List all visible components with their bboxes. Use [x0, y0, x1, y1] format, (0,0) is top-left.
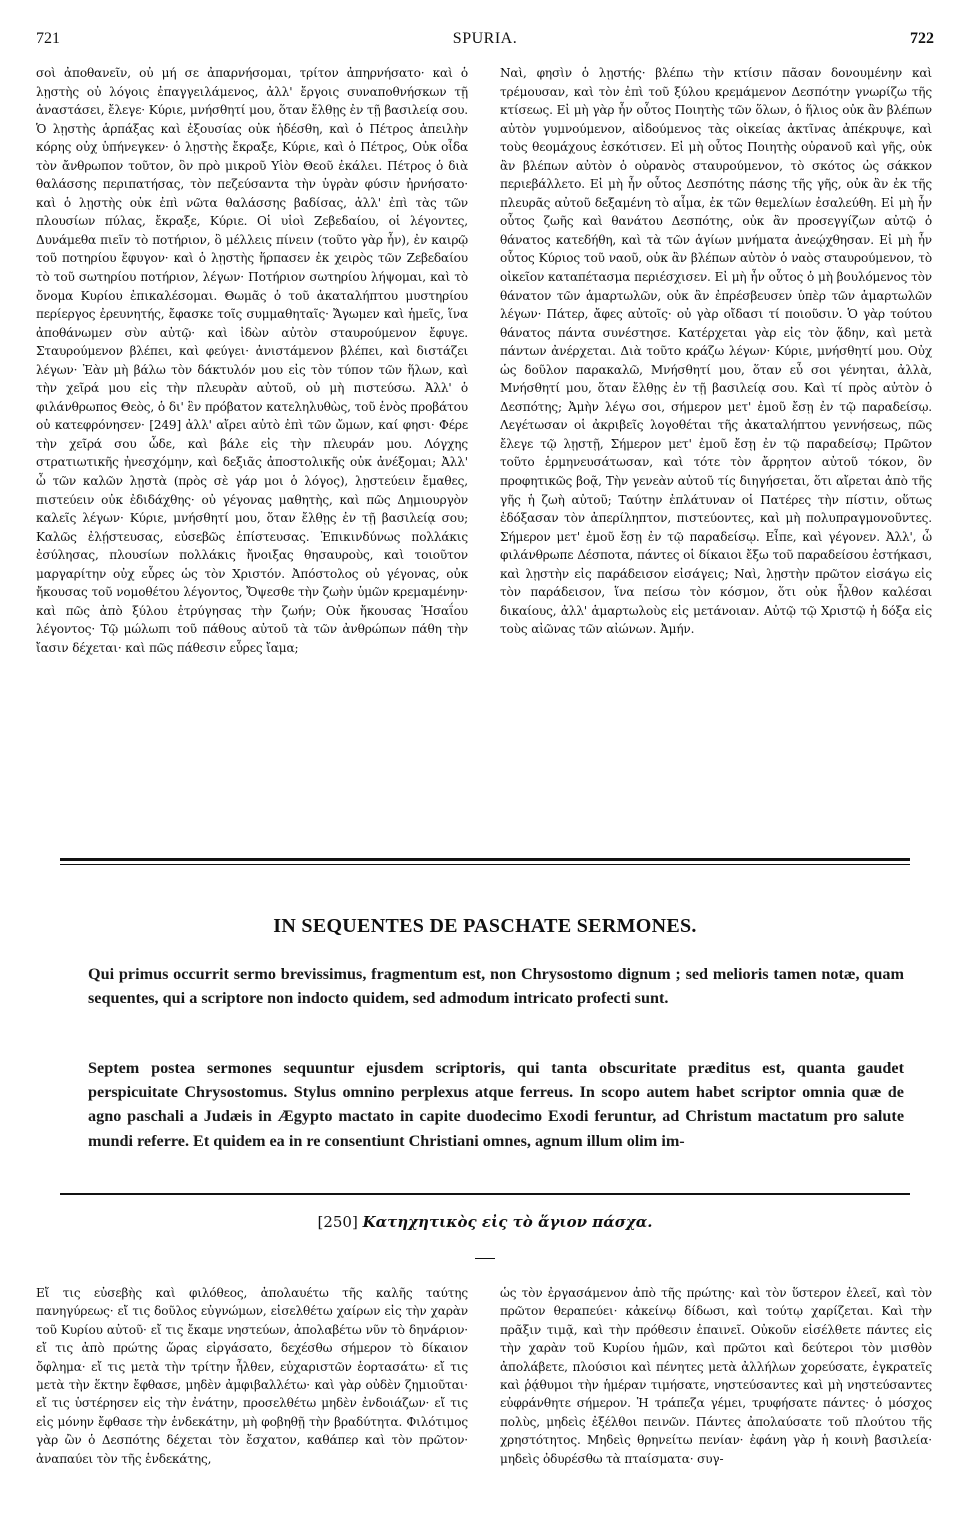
- upper-right-text: Ναὶ, φησὶν ὁ λῃστής· βλέπω τὴν κτίσιν πᾶσαν δονουμένην καὶ τρέμουσαν, καὶ τὸν ἐπὶ τοῦ ξύλου κρεμάμενον Δεσπότην γνωρίζω τῆς κτίσεως. Εἰ μὴ γὰρ ἦν οὗτος Ποιητὴς τῶν ὅλων, ὁ ἥλιος οὐκ ἂν βλέπων αὐτὸν γυμνούμενον, αἰδούμενος τὰς οἰκείας ἀκτῖνας ἀπέκρυψε, καὶ τοὺς θεομάχους ἐσκότισεν. Εἰ μὴ οὗτος Ποιητὴς οὐρανοῦ καὶ γῆς, οὐκ ἂν βλέπων αὐτὸν ὁ οὐρανὸς σταυρούμενον, τὸ σκότος ὡς σάκκον περιεβάλλετο. Εἰ μὴ ἦν οὗτος Δεσπότης πάσης τῆς γῆς, οὐκ ἂν ἐκ τῆς πλευρᾶς αὐτοῦ δεξαμένη τὸ αἷμα, ἐκ τῶν θεμελίων ἐσαλεύθη. Εἰ μὴ ἦν οὗτος ζωῆς καὶ θανάτου Δεσπότης, οὐκ ἂν προσεγγίζων αὐτῷ ὁ θάνατος κατεδήθη, καὶ τὰ τῶν ἁγίων μνήματα ἀνεῴχθησαν. Εἰ μὴ ἦν οὗτος Κύριος τοῦ ναοῦ, οὐκ ἂν βλέπων αὐτὸν ὁ ναὸς σταυρούμενον, τὸ οἰκεῖον καταπέτασμα περιέσχισεν. Εἰ μὴ ἦν οὗτος ὁ μὴ βουλόμενος τὸν θάνατον τῶν ἁμαρτωλῶν, οὐκ ἂν ἐπρέσβευσεν ὑπὲρ τῶν ἁμαρτωλῶν λέγων· Πάτερ, ἄφες αὐτοῖς· οὐ γὰρ οἴδασι τί ποιοῦσιν. Ὁ γὰρ τούτου θάνατος πάντα συνέστησε. Κατέρχεται γὰρ εἰς τὸν ᾅδην, καὶ μετὰ πάντων ἀνέρχεται. Διὰ τοῦτο κράζω λέγων· Κύριε, μνήσθητί μου. Οὐχ ὡς δοῦλον παρακαλῶ, Μνήσθητί μου, ὅταν εὖ σοι γένηται, ἀλλὰ, Μνήσθητί μου, ὅταν ἔλθῃς ἐν τῇ βασιλείᾳ σου. Καὶ τί πρὸς αὐτὸν ὁ Δεσπότης; Ἀμὴν λέγω σοι, σήμερον μετ' ἐμοῦ ἔσῃ ἐν τῷ παραδείσῳ. Λεγέτωσαν οἱ ἀκριβεῖς λογοθέται τῆς ἀκαταλήπτου γεννήσεως, πῶς ἔλεγε τῷ λῃστῇ, Σήμερον μετ' ἐμοῦ ἔσῃ ἐν τῷ παραδείσῳ; Πρῶτον τοῦτο ἑρμηνευσάτωσαν, καὶ τότε τὸν ἄρρητον αὐτοῦ τόκον, ὃν προφητικῶς βοᾷ, Τὴν γενεὰν αὐτοῦ τίς διηγήσεται, ὅτι αἴρεται ἀπὸ τῆς γῆς ἡ ζωὴ αὐτοῦ; Ταύτην ἐπλάτυναν οἱ Πατέρες τὴν πίστιν, οὕτως ἐδόξασαν τὸν ἀπερίληπτον, πιστεύοντες, καὶ μὴ πολυπραγμονοῦντες. Σήμερον μετ' ἐμοῦ ἔσῃ ἐν τῷ παραδείσῳ. Εἶπε, καὶ γέγονεν. Ἀλλ', ὦ φιλάνθρωπε Δέσποτα, πάντες οἱ δίκαιοι ἔξω τοῦ παραδείσου ἑστήκασι, καὶ λῃστὴν εἰς παράδεισον εἰσάγεις; Ναὶ, λῃστὴν πρῶτον εἰσάγω εἰς τὸν παράδεισον, ἵνα πείσω τὸν κόσμον, ὅτι οὐκ ἦλθον καλέσαι δικαίους, ἀλλ' ἁμαρτωλοὺς εἰς μετάνοιαν. Αὐτῷ τῷ Χριστῷ ἡ δόξα εἰς τοὺς αἰῶνας τῶν αἰώνων. Ἀμήν.: [500, 66, 932, 637]
- double-rule-thin: [60, 864, 910, 865]
- latin-intro-paragraph-1: [88, 962, 904, 1010]
- upper-left-column: [36, 64, 468, 658]
- double-rule-thick: [60, 858, 910, 861]
- latin-text-1: Qui primus occurrit sermo brevissimus, fragmentum est, non Chrysostomo dignum ; sed melioris tamen notæ, quam sequentes, qui a scriptore non indocto quidem, sed admodum intricato profecti sunt.: [88, 965, 904, 1008]
- running-title: SPURIA.: [452, 30, 518, 47]
- lower-right-text: ὡς τὸν ἐργασάμενον ἀπὸ τῆς πρώτης· καὶ τὸν ὕστερον ἐλεεῖ, καὶ τὸν πρῶτον θεραπεύει· κἀκείνῳ δίδωσι, καὶ τούτῳ χαρίζεται. Καὶ τὴν πρᾶξιν τιμᾷ, καὶ τὴν πρόθεσιν ἐπαινεῖ. Οὐκοῦν εἰσέλθετε πάντες εἰς τὴν χαρὰν τοῦ Κυρίου ἡμῶν, καὶ πρῶτοι καὶ δεύτεροι τὸν μισθὸν ἀπολάβετε, πλούσιοι καὶ πένητες μετὰ ἀλλήλων χορεύσατε, ἐγκρατεῖς καὶ ῥᾴθυμοι τὴν ἡμέραν τιμήσατε, νηστεύσαντες καὶ μὴ νηστεύσαντες εὐφράνθητε σήμερον. Ἡ τράπεζα γέμει, τρυφήσατε πάντες· ὁ μόσχος πολὺς, μηδεὶς ἐξέλθοι πεινῶν. Πάντες ἀπολαύσατε τοῦ πλούτου τῆς χρηστότητος. Μηδεὶς θρηνείτω πενίαν· ἐφάνη γὰρ ἡ κοινὴ βασιλεία· μηδεὶς ὀδυρέσθω τὰ πταίσματα· συγ-: [500, 1286, 932, 1466]
- section-title: IN SEQUENTES DE PASCHATE SERMONES.: [273, 915, 697, 937]
- latin-intro-paragraph-2: [88, 1056, 904, 1153]
- running-header: [36, 30, 934, 52]
- upper-right-column: [500, 64, 932, 639]
- sermon-number: [250]: [317, 1213, 358, 1231]
- lower-left-column: [36, 1284, 468, 1468]
- lower-right-column: [500, 1284, 932, 1468]
- page-number-right: 722: [910, 30, 934, 47]
- sermon-heading: [0, 1213, 970, 1231]
- short-dash: [475, 1258, 495, 1259]
- sermon-title: Κατηχητικὸς εἰς τὸ ἅγιον πάσχα.: [362, 1213, 653, 1231]
- page-number-left: 721: [36, 30, 60, 47]
- separator-rule: [60, 1193, 910, 1195]
- latin-text-2: Septem postea sermones sequuntur ejusdem scriptoris, qui tanta obscuritate præditus est, quanta gaudet perspicuitate Chrysostomus. Stylus omnino perplexus atque ferreus. In scopo autem habet scriptor omnia quæ de agno paschali a Judæis in Ægypto mactato in capite duodecimo Exodi feruntur, ad Christum mactatum pro salute mundi referre. Et quidem ea in re consentiunt Christiani omnes, agnum illum olim im-: [88, 1059, 904, 1150]
- upper-left-text: σοὶ ἀποθανεῖν, οὐ μή σε ἀπαρνήσομαι, τρίτον ἀπηρνήσατο· καὶ ὁ λῃστὴς οὐ λόγοις ἐπαγγειλάμενος, ἀλλ' ἔργοις συναποθνήσκων τῇ ἀναστάσει, ἔλεγε· Κύριε, μνήσθητί μου, ὅταν ἔλθῃς ἐν τῇ βασιλείᾳ σου. Ὁ λῃστὴς ἁρπάξας καὶ ἐξουσίας οὐκ ἡδέσθη, καὶ ὁ Πέτρος ἀπειλὴν κόρης οὐχ ὑπήνεγκεν· ὁ λῃστὴς ἔκραξε, Κύριε, καὶ ὁ Πέτρος, Οὐκ οἶδα τὸν ἄνθρωπον τοῦτον, ὃν πρὸ μικροῦ Υἱὸν Θεοῦ ἐκάλει. Πέτρος ὁ διὰ θαλάσσης περιπατήσας, τὸν πεζεύσαντα τὴν ὑγρὰν φύσιν ἠρνήσατο· καὶ ὁ λῃστὴς οὐκ ἐπὶ νῶτα θαλάσσης βαδίσας, ἀλλ' ἐπὶ τὰς τῶν πλουσίων πύλας, ἔκραξε, Κύριε. Οἱ υἱοὶ Ζεβεδαίου, οἱ λέγοντες, Δυνάμεθα πιεῖν τὸ ποτήριον, ὃ μέλλεις πίνειν (τοῦτο γὰρ ἦν), ἐν καιρῷ τοῦ ποτηρίου ἔφυγον· καὶ ὁ λῃστὴς ἥρπασεν ἐκ χειρὸς τῶν Ζεβεδαίου τὸ τοῦ σωτηρίου ποτήριον, λέγων· Ποτήριον σωτηρίου λήψομαι, καὶ τὸ ὄνομα Κυρίου ἐπικαλέσομαι. Θωμᾶς ὁ τοῦ ἀκαταλήπτου μυστηρίου περίεργος ἐρευνητής, ἔφασκε τοῖς συμμαθηταῖς· Ἄγωμεν καὶ ἡμεῖς, ἵνα ἀποθάνωμεν σὺν αὐτῷ· καὶ ἰδὼν αὐτὸν σταυρούμενον ἔφυγε. Σταυρούμενον βλέπει, καὶ φεύγει· ἀνιστάμενον βλέπει, καὶ διστάζει λέγων· Ἐὰν μὴ βάλω τὸν δάκτυλόν μου εἰς τὸν τύπον τῶν ἥλων, καὶ τὴν χεῖρά μου εἰς τὴν πλευρὰν αὐτοῦ, οὐ μὴ πιστεύσω. Ἀλλ' ὁ φιλάνθρωπος Θεὸς, ὁ δι' ἓν πρόβατον κατεληλυθὼς, τοῦ ἑνὸς προβάτου οὐ κατεφρόνησεν· [249] ἀλλ' αἴρει αὐτὸ ἐπὶ τῶν ὤμων, καί φησι· Φέρε τὴν χεῖρά σου ὧδε, καὶ βάλε εἰς τὴν πλευράν μου. Λόγχης στρατιωτικῆς ἠνεσχόμην, καὶ δεξιᾶς ἀποστολικῆς οὐκ ἀνέξομαι; Ἀλλ' ὦ τῶν καλῶν λῃστὰ (πρὸς σὲ γάρ μοι ὁ λόγος), λῃστεύειν ἔμαθες, πιστεύειν οὐκ ἐδιδάχθης· οὐ γέγονας μαθητὴς, καὶ πῶς Δημιουργὸν καλεῖς λέγων· Κύριε, μνήσθητί μου, ὅταν ἔλθῃς ἐν τῇ βασιλείᾳ σου; Καλῶς ἐλῄστευσας, εὐσεβῶς ἐπίστευσας. Ἐπικινδύνως πολλάκις ἐσύλησας, πλουσίων πολλάκις ἤνοιξας θησαυροὺς, καὶ τοιοῦτον μαργαρίτην οὐχ εὗρες ὡς τὸν Χριστόν. Ἀπόστολος οὐ γέγονας, οὐκ ἤκουσας τοῦ νομοθέτου λέγοντος, Ὄψεσθε τὴν ζωὴν ὑμῶν κρεμαμένην· καὶ πῶς ἀπὸ ξύλου ἐτρύγησας τὴν ζωήν; Οὐκ ἤκουσας Ἡσαΐου λέγοντος· Τῷ μώλωπι τοῦ πάθους αὐτοῦ τὰ τῶν ἀνθρώπων πάθη τὴν ἴασιν δέχεται· καὶ πῶς πάθεσιν εὗρες ἴαμα;: [36, 66, 468, 655]
- lower-left-text: Εἴ τις εὐσεβὴς καὶ φιλόθεος, ἀπολαυέτω τῆς καλῆς ταύτης πανηγύρεως· εἴ τις δοῦλος εὐγνώμων, εἰσελθέτω χαίρων εἰς τὴν χαρὰν τοῦ Κυρίου αὐτοῦ· εἴ τις ἔκαμε νηστεύων, ἀπολαβέτω νῦν τὸ δηνάριον· εἴ τις ἀπὸ πρώτης ὥρας εἰργάσατο, δεχέσθω σήμερον τὸ δίκαιον ὄφλημα· εἴ τις μετὰ τὴν τρίτην ἦλθεν, εὐχαριστῶν ἑορτασάτω· εἴ τις μετὰ τὴν ἕκτην ἔφθασε, μηδὲν ἀμφιβαλλέτω· καὶ γὰρ οὐδὲν ζημιοῦται· εἴ τις ὑστέρησεν εἰς τὴν ἐνάτην, προσελθέτω μηδὲν ἐνδοιάζων· εἴ τις εἰς μόνην ἔφθασε τὴν ἑνδεκάτην, μὴ φοβηθῇ τὴν βραδύτητα. Φιλότιμος γὰρ ὢν ὁ Δεσπότης δέχεται τὸν ἔσχατον, καθάπερ καὶ τὸν πρῶτον· ἀναπαύει τὸν τῆς ἑνδεκάτης,: [36, 1286, 468, 1466]
